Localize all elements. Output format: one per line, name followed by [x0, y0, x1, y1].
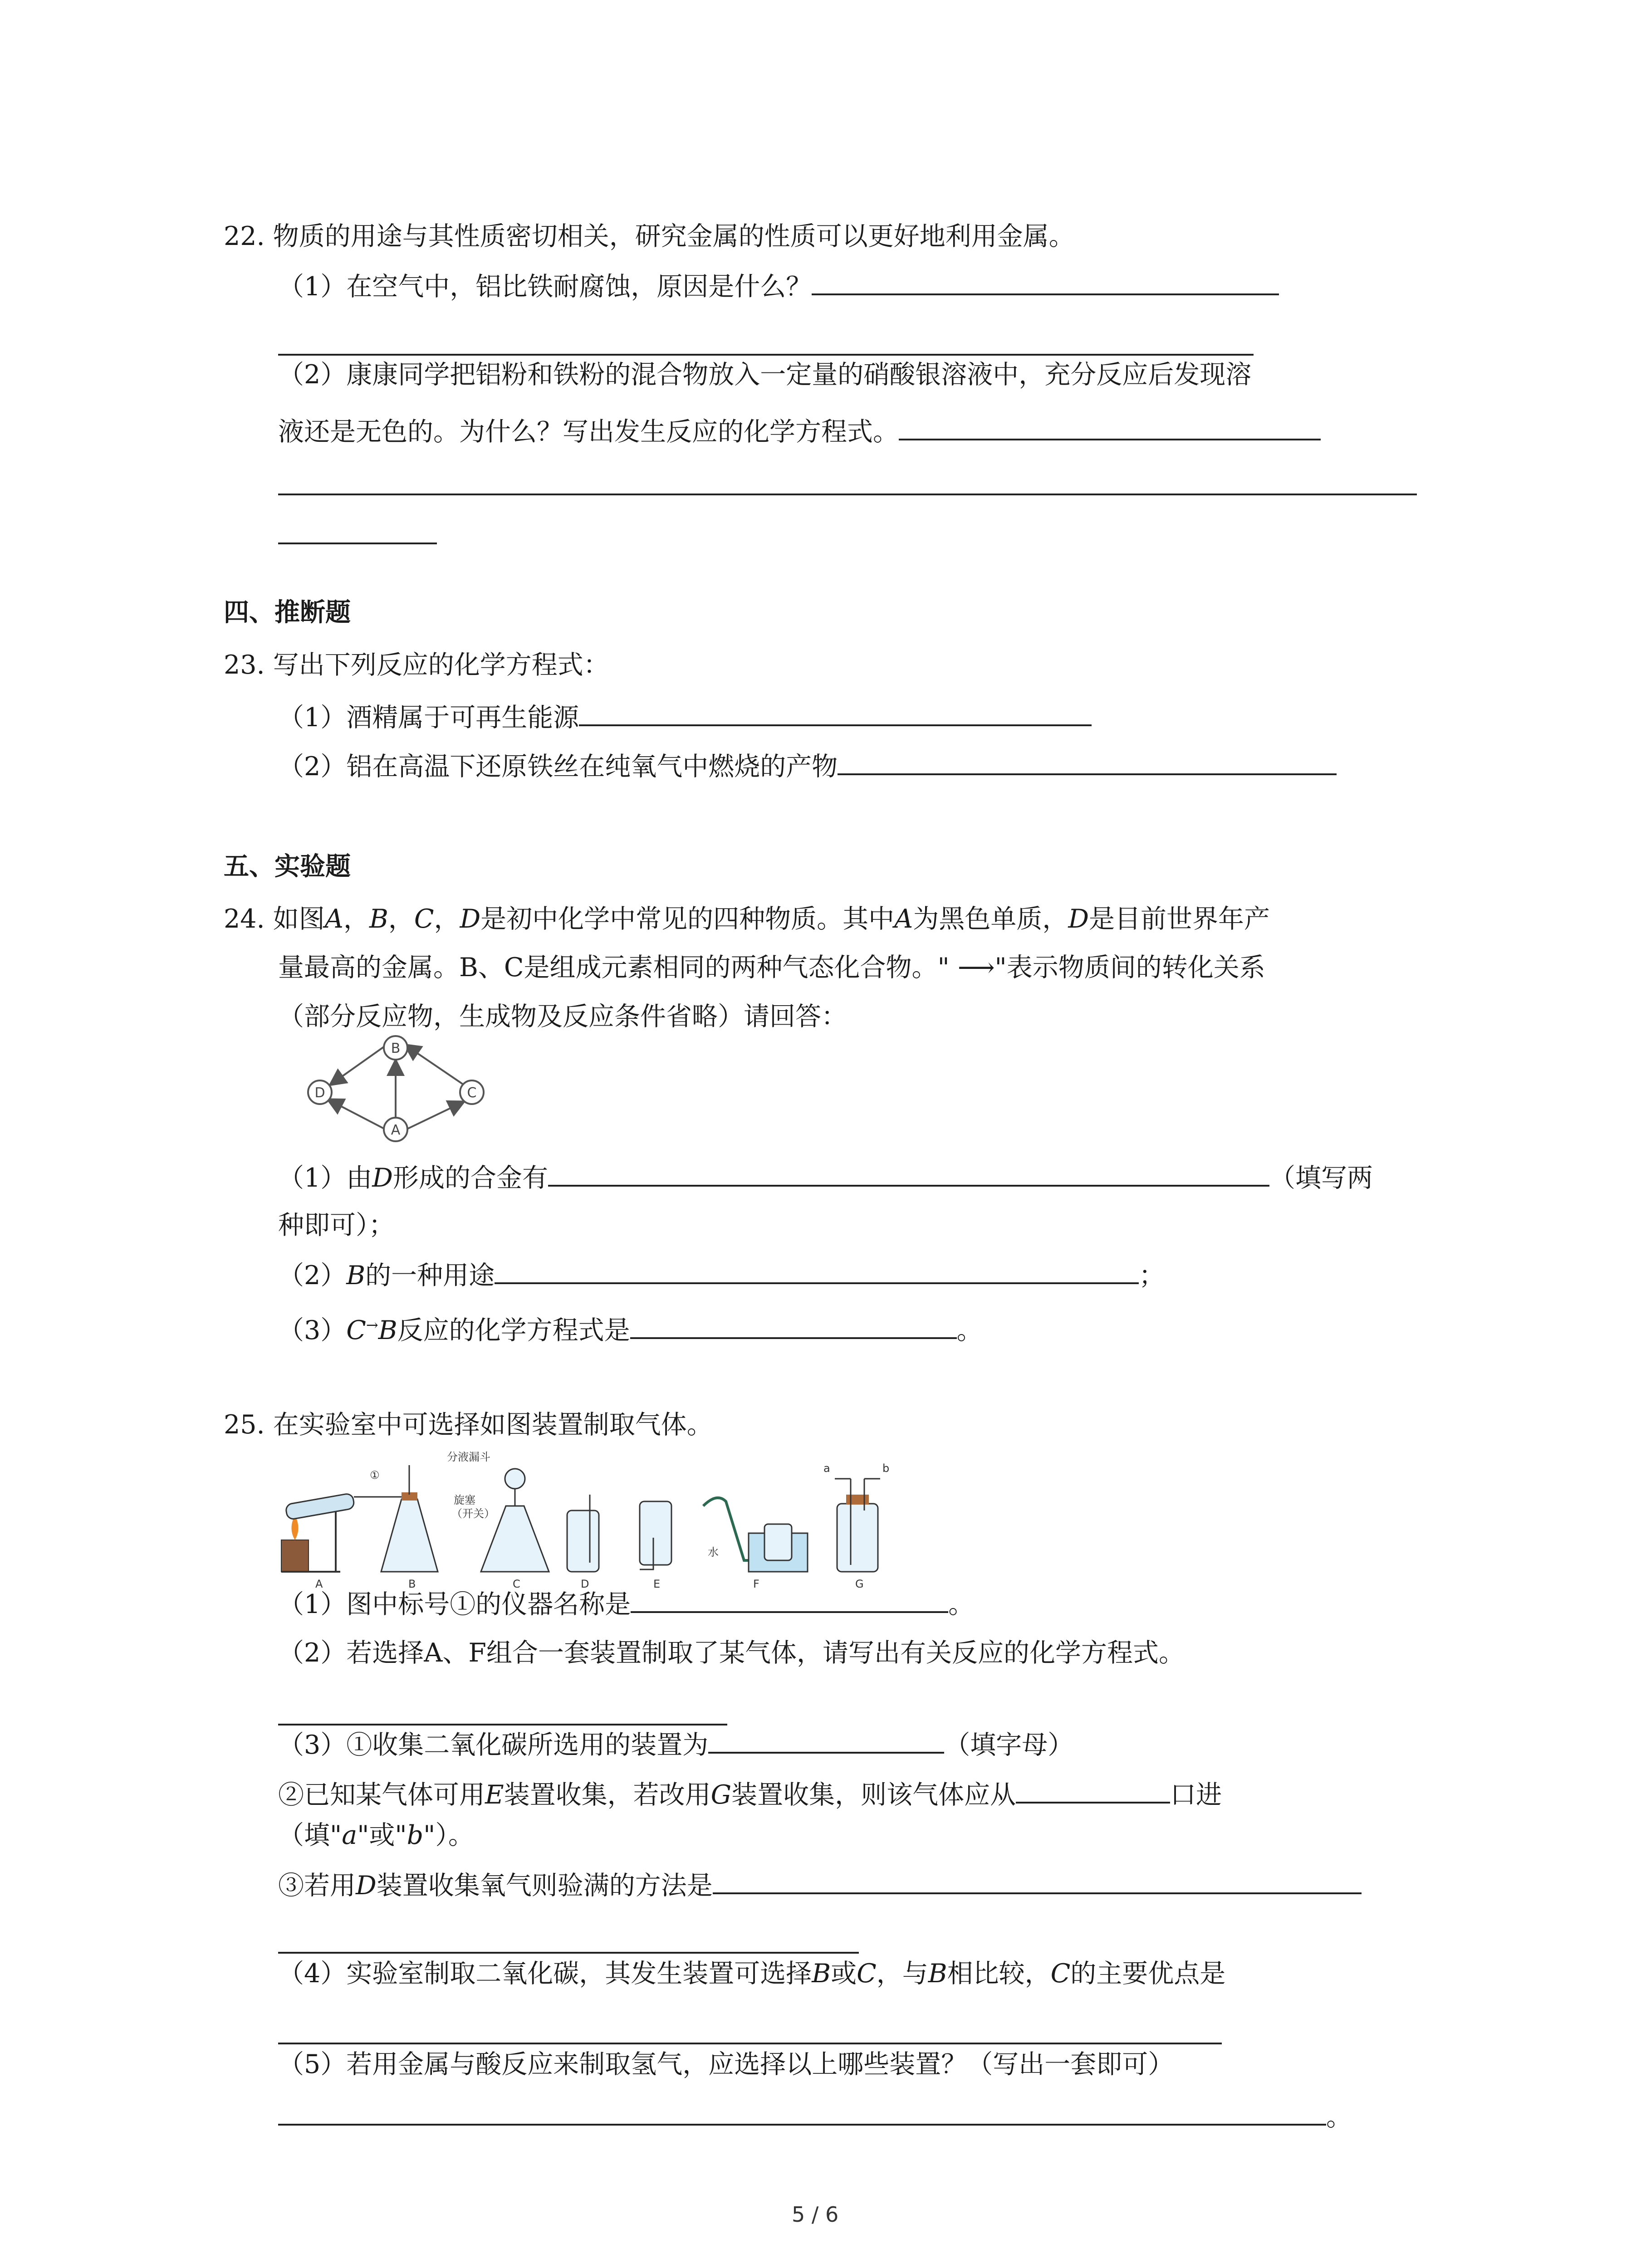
q25-stem: 25. 在实验室中可选择如图装置制取气体。	[224, 1410, 713, 1440]
apparatus-c-label: C	[513, 1578, 520, 1588]
answer-blank[interactable]	[548, 1161, 1269, 1187]
apparatus-b-label: B	[408, 1578, 416, 1588]
answer-blank[interactable]	[631, 1588, 948, 1613]
q25-part3: （3）①收集二氧化碳所选用的装置为 （填字母）	[278, 1728, 1073, 1761]
apparatus-a-label: A	[315, 1578, 323, 1588]
answer-blank[interactable]	[278, 2100, 1326, 2126]
answer-blank[interactable]	[812, 270, 1279, 295]
g-port-a-label: a	[823, 1462, 830, 1475]
q25-part2: （2）若选择A、F组合一套装置制取了某气体，请写出有关反应的化学方程式。	[278, 1638, 1185, 1668]
answer-line[interactable]	[278, 494, 1417, 495]
answer-blank[interactable]	[495, 1259, 1139, 1284]
apparatus-g-label: G	[855, 1578, 864, 1588]
q24-line3: （部分反应物，生成物及反应条件省略）请回答：	[278, 1002, 847, 1031]
q25-part4: （4）实验室制取二氧化碳，其发生装置可选择B或C，与B相比较，C的主要优点是	[278, 1959, 1226, 1989]
answer-line[interactable]	[278, 543, 437, 544]
q25-part5: （5）若用金属与酸反应来制取氢气，应选择以上哪些装置？（写出一套即可）	[278, 2049, 1174, 2079]
q22-part2-line1: （2）康康同学把铝粉和铁粉的混合物放入一定量的硝酸银溶液中，充分反应后发现溶	[278, 360, 1252, 390]
q23-part1	[278, 701, 1092, 734]
q23-part2	[278, 750, 1337, 783]
apparatus-f-label: F	[753, 1578, 759, 1588]
answer-line[interactable]	[278, 1724, 727, 1725]
answer-line[interactable]	[278, 354, 1254, 356]
q24-part2: （2）B的一种用途 ；	[278, 1259, 1165, 1292]
q25-part3-3: ③若用D装置收集氧气则验满的方法是	[278, 1869, 1362, 1902]
q22-part2-text: 液还是无色的。为什么？写出发生反应的化学方程式。	[278, 417, 899, 447]
q22-part2-line2	[278, 415, 1321, 448]
q22-part1-text: （1）在空气中，铝比铁耐腐蚀，原因是什么？	[278, 272, 812, 302]
answer-blank[interactable]	[630, 1314, 957, 1339]
q25-part3-2-cont: （填"a"或"b"）。	[278, 1820, 474, 1850]
answer-line[interactable]	[278, 1952, 859, 1954]
apparatus-figure	[272, 1452, 935, 1588]
node-c-label: C	[467, 1085, 477, 1101]
q24-part1: （1）由D形成的合金有 （填写两	[278, 1161, 1373, 1194]
q24-line1: 24. 如图A，B，C，D是初中化学中常见的四种物质。其中A为黑色单质，D是目前世界年产	[224, 904, 1270, 934]
valve-switch-label: （开关）	[451, 1507, 495, 1520]
q23-part2-text: （2）铝在高温下还原铁丝在纯氧气中燃烧的产物	[278, 752, 838, 782]
node-a-label: A	[391, 1122, 401, 1138]
node-d-label: D	[314, 1085, 325, 1101]
funnel-label: 分液漏斗	[447, 1452, 490, 1463]
answer-blank[interactable]	[1016, 1778, 1170, 1804]
section-heading-experiment: 五、实验题	[224, 852, 351, 881]
node-b-label: B	[391, 1041, 401, 1056]
apparatus-d-label: D	[581, 1578, 589, 1588]
q24-line2: 量最高的金属。B、C是组成元素相同的两种气态化合物。" ⟶"表示物质间的转化关系	[278, 953, 1265, 982]
q25-part1: （1）图中标号①的仪器名称是 。	[278, 1588, 974, 1621]
q22-part1	[278, 270, 1279, 303]
water-label: 水	[708, 1546, 719, 1559]
answer-blank[interactable]	[713, 1869, 1362, 1894]
g-port-b-label: b	[882, 1462, 890, 1475]
q24-part3: （3）C→B反应的化学方程式是 。	[278, 1309, 983, 1347]
answer-blank[interactable]	[838, 750, 1337, 775]
conversion-diagram	[299, 1034, 490, 1148]
q22-stem: 22. 物质的用途与其性质密切相关，研究金属的性质可以更好地利用金属。	[224, 221, 1075, 251]
valve-label: 旋塞	[454, 1494, 475, 1506]
answer-line[interactable]	[278, 2043, 1222, 2044]
q25-part3-2: ②已知某气体可用E装置收集，若改用G装置收集，则该气体应从 口进	[278, 1778, 1222, 1811]
section-heading-inference: 四、推断题	[224, 598, 351, 627]
answer-blank[interactable]	[579, 701, 1092, 726]
q24-part1-cont: 种即可）；	[278, 1210, 395, 1240]
answer-blank[interactable]	[899, 415, 1321, 440]
page-number: 5 / 6	[792, 2202, 839, 2227]
answer-blank[interactable]	[708, 1728, 944, 1754]
q23-part1-text: （1）酒精属于可再生能源	[278, 703, 579, 733]
q23-stem: 23. 写出下列反应的化学方程式：	[224, 650, 609, 680]
apparatus-e-label: E	[653, 1578, 661, 1588]
mark-1: ①	[370, 1469, 380, 1481]
q25-part5-answer: 。	[278, 2100, 1352, 2133]
